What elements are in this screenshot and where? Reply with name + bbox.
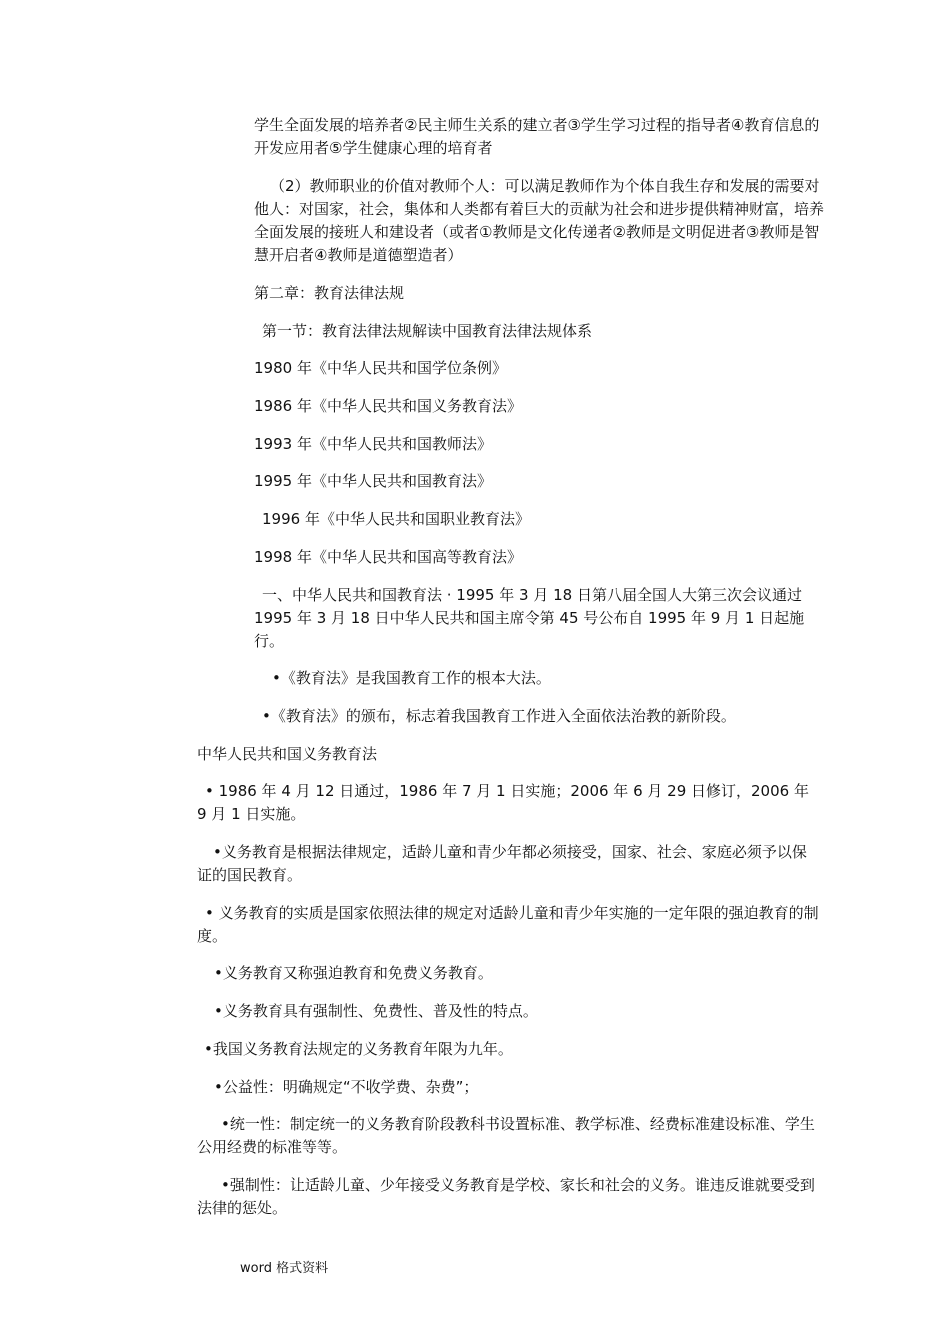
law-list-item: 1980 年《中华人民共和国学位条例》	[254, 359, 507, 377]
law-list-item: 1998 年《中华人民共和国高等教育法》	[254, 548, 522, 566]
compulsory-law-bullet: •义务教育是根据法律规定，适龄儿童和青少年都必须接受，国家、社会、家庭必须予以保证的国民教育。	[197, 843, 807, 884]
compulsory-law-bullet: •义务教育又称强迫教育和免费义务教育。	[214, 964, 493, 982]
law-list-item: 1986 年《中华人民共和国义务教育法》	[254, 397, 522, 415]
chapter-heading: 第二章：教育法律法规	[254, 284, 405, 302]
education-law-intro: 一、中华人民共和国教育法 · 1995 年 3 月 18 日第八届全国人大第三次会议通过 1995 年 3 月 18 日中华人民共和国主席令第 45 号公布自 1995 年 9 月 1 日起施行。	[254, 586, 805, 650]
compulsory-law-bullet: •统一性：制定统一的义务教育阶段教科书设置标准、教学标准、经费标准建设标准、学生公用经费的标准等等。	[197, 1115, 815, 1156]
paragraph-teacher-value: （2）教师职业的价值对教师个人：可以满足教师作为个体自我生存和发展的需要对他人：对国家，社会，集体和人类都有着巨大的贡献为社会和进步提供精神财富，培养全面发展的接班人和建设者（或者①教师是文化传递者②教师是文明促进者③教师是智慧开启者④教师是道德塑造者）	[254, 177, 825, 264]
law-list-item: 1993 年《中华人民共和国教师法》	[254, 435, 492, 453]
compulsory-law-bullet: •强制性：让适龄儿童、少年接受义务教育是学校、家长和社会的义务。谁违反谁就要受到法律的惩处。	[197, 1176, 815, 1217]
page-footer: word 格式资料	[240, 1261, 329, 1276]
compulsory-law-bullet: •公益性：明确规定“不收学费、杂费”；	[214, 1078, 479, 1096]
section-heading: 第一节：教育法律法规解读中国教育法律法规体系	[262, 322, 593, 340]
compulsory-law-bullet: •我国义务教育法规定的义务教育年限为九年。	[204, 1040, 513, 1058]
compulsory-law-bullet: • 义务教育的实质是国家依照法律的规定对适龄儿童和青少年实施的一定年限的强迫教育的制度。	[197, 904, 819, 945]
compulsory-law-bullet: • 1986 年 4 月 12 日通过，1986 年 7 月 1 日实施；2006 年 6 月 29 日修订，2006 年 9 月 1 日实施。	[197, 782, 809, 823]
compulsory-law-heading: 中华人民共和国义务教育法	[197, 745, 378, 763]
education-law-bullet: •《教育法》是我国教育工作的根本大法。	[272, 669, 551, 687]
paragraph-teacher-roles: 学生全面发展的培养者②民主师生关系的建立者③学生学习过程的指导者④教育信息的开发应用者⑤学生健康心理的培育者	[254, 116, 820, 157]
law-list-item: 1995 年《中华人民共和国教育法》	[254, 472, 492, 490]
law-list-item: 1996 年《中华人民共和国职业教育法》	[262, 510, 530, 528]
education-law-bullet: •《教育法》的颁布，标志着我国教育工作进入全面依法治教的新阶段。	[262, 707, 736, 725]
compulsory-law-bullet: •义务教育具有强制性、免费性、普及性的特点。	[214, 1002, 538, 1020]
